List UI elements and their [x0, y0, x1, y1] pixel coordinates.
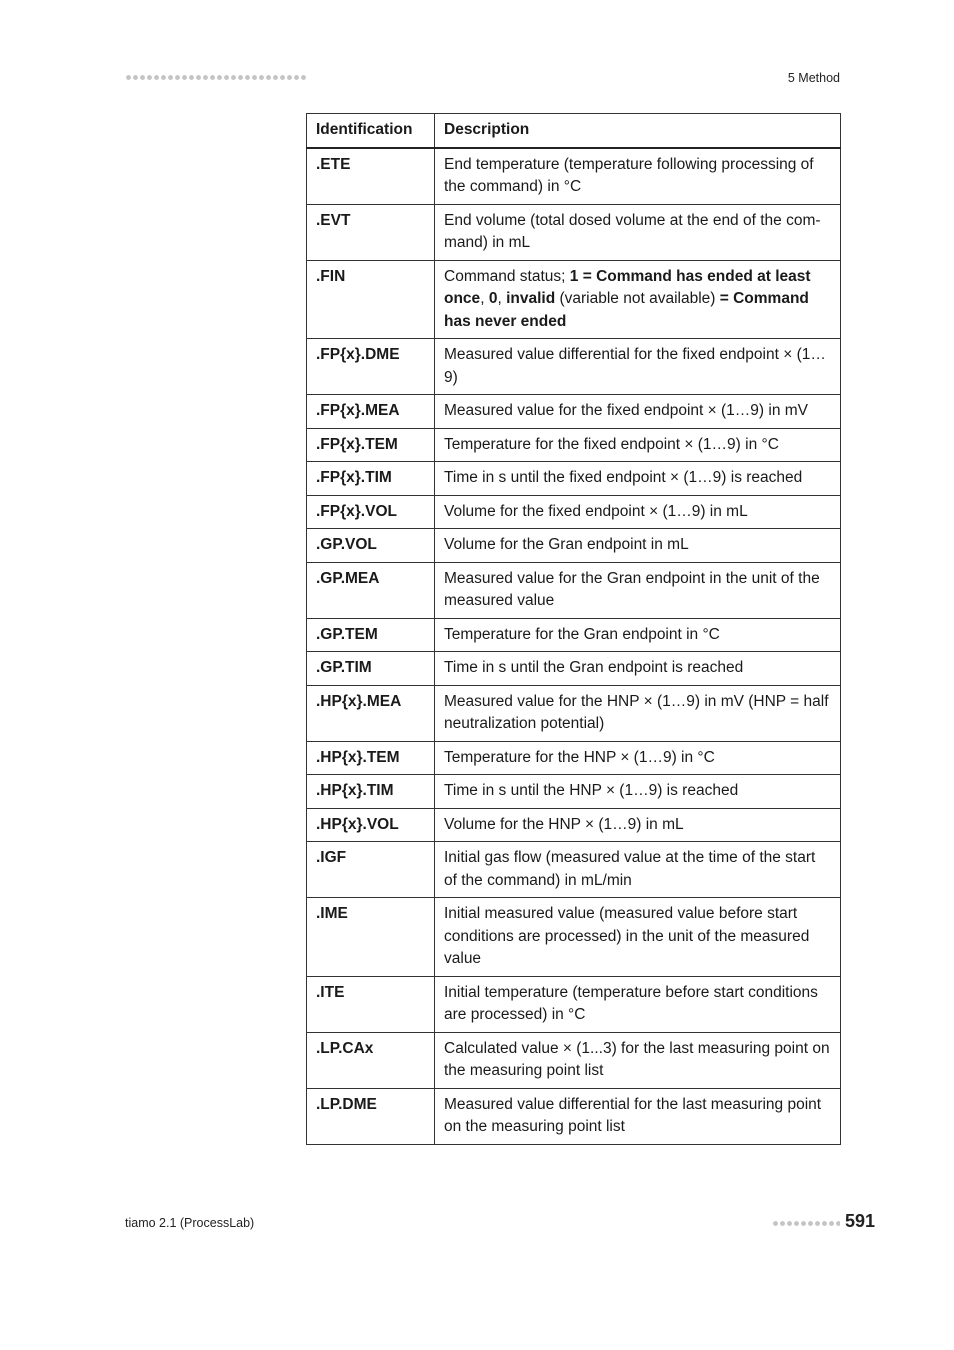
footer-product: tiamo 2.1 (ProcessLab) — [125, 1216, 255, 1230]
description-text: Initial gas flow (measured value at the time of the start of the command) in mL/min — [444, 849, 816, 889]
identification-cell: .HP{x}.TIM — [307, 775, 435, 809]
description-cell — [435, 204, 841, 260]
description-text: End temperature (temperature following processing of the command) in °C — [444, 155, 814, 195]
column-header-description: Description — [435, 114, 841, 148]
table-row — [307, 395, 841, 429]
identification-cell: .GP.MEA — [307, 562, 435, 618]
description-cell — [435, 462, 841, 496]
identification-cell: .GP.VOL — [307, 529, 435, 563]
description-cell — [435, 428, 841, 462]
description-cell — [435, 808, 841, 842]
identification-cell: .ETE — [307, 148, 435, 205]
description-text: Volume for the HNP × (1…9) in mL — [444, 815, 684, 833]
table-body — [307, 148, 841, 1145]
identification-cell: .FP{x}.TEM — [307, 428, 435, 462]
page-number: 591 — [845, 1211, 876, 1231]
description-text: Initial temperature (temperature before start conditions are processed) in °C — [444, 983, 818, 1023]
description-cell — [435, 618, 841, 652]
description-cell — [435, 339, 841, 395]
description-cell — [435, 976, 841, 1032]
identification-table — [306, 113, 841, 1145]
description-text: Measured value for the HNP × (1…9) in mV (HNP = half neutralization potential) — [444, 692, 829, 732]
identification-cell: .EVT — [307, 204, 435, 260]
identification-cell: .HP{x}.TEM — [307, 741, 435, 775]
description-text: Measured value differential for the fixed endpoint × (1…9) — [444, 346, 826, 386]
header-section-title: 5 Method — [787, 71, 840, 85]
table-row — [307, 428, 841, 462]
description-bold-text: 1 = Command has ended at least once — [444, 267, 811, 307]
description-cell — [435, 529, 841, 563]
identification-cell: .FP{x}.TIM — [307, 462, 435, 496]
table-row — [307, 495, 841, 529]
description-text: Measured value for the Gran endpoint in the unit of the measured value — [444, 569, 820, 609]
table-row — [307, 1088, 841, 1144]
column-header-identification: Identification — [307, 114, 435, 148]
table-row — [307, 976, 841, 1032]
description-text: Calculated value × (1...3) for the last measuring point on the measuring point list — [444, 1039, 830, 1079]
description-cell — [435, 562, 841, 618]
table-row — [307, 148, 841, 205]
identification-cell: .FIN — [307, 260, 435, 339]
table-row — [307, 775, 841, 809]
description-bold-text: invalid — [506, 290, 556, 307]
table-row — [307, 260, 841, 339]
description-text: Initial measured value (measured value before start conditions are processed) in the unit of the measured value — [444, 905, 810, 967]
table-row — [307, 652, 841, 686]
identification-cell: .GP.TIM — [307, 652, 435, 686]
identification-cell: .FP{x}.MEA — [307, 395, 435, 429]
description-text: Time in s until the Gran endpoint is reached — [444, 659, 744, 676]
table-row — [307, 898, 841, 977]
table-row — [307, 529, 841, 563]
description-cell — [435, 495, 841, 529]
description-bold-text: = Command has never ended — [444, 290, 809, 330]
table-row — [307, 685, 841, 741]
description-text: Measured value differential for the last measuring point on the measuring point list — [444, 1095, 822, 1135]
table-row — [307, 462, 841, 496]
description-cell — [435, 1032, 841, 1088]
description-text: (variable not available) — [555, 290, 720, 307]
identification-cell: .FP{x}.DME — [307, 339, 435, 395]
description-cell — [435, 741, 841, 775]
description-cell — [435, 395, 841, 429]
table-row — [307, 562, 841, 618]
description-text: Command status; — [444, 267, 570, 285]
identification-cell: .HP{x}.VOL — [307, 808, 435, 842]
description-cell — [435, 1088, 841, 1144]
identification-cell: .FP{x}.VOL — [307, 495, 435, 529]
identification-cell: .IGF — [307, 842, 435, 898]
table-header-row — [307, 114, 841, 148]
header-dot-bar — [125, 73, 307, 81]
identification-cell: .GP.TEM — [307, 618, 435, 652]
identification-cell: .HP{x}.MEA — [307, 685, 435, 741]
identification-cell: .LP.DME — [307, 1088, 435, 1144]
description-text: Measured value for the fixed endpoint × (1…9) in mV — [444, 402, 809, 419]
description-text: Temperature for the fixed endpoint × (1…9) in °C — [444, 435, 779, 453]
table-row — [307, 741, 841, 775]
table-row — [307, 618, 841, 652]
identification-cell: .ITE — [307, 976, 435, 1032]
description-text: Volume for the fixed endpoint × (1…9) in mL — [444, 502, 748, 520]
description-text: Volume for the Gran endpoint in mL — [444, 536, 689, 553]
description-cell — [435, 148, 841, 205]
description-text: Temperature for the Gran endpoint in °C — [444, 625, 720, 643]
table-row — [307, 808, 841, 842]
description-bold-text: 0 — [488, 290, 498, 307]
description-cell — [435, 260, 841, 339]
description-text: Temperature for the HNP × (1…9) in °C — [444, 748, 715, 766]
description-text: End volume (total dosed volume at the end of the com- mand) in mL — [444, 211, 821, 251]
description-cell — [435, 898, 841, 977]
description-cell — [435, 842, 841, 898]
description-cell — [435, 685, 841, 741]
identification-cell: .IME — [307, 898, 435, 977]
table-row — [307, 339, 841, 395]
identification-cell: .LP.CAx — [307, 1032, 435, 1088]
description-text: Time in s until the HNP × (1…9) is reached — [444, 782, 739, 799]
table-row — [307, 842, 841, 898]
footer-dot-bar — [772, 1219, 840, 1227]
description-text: Time in s until the fixed endpoint × (1…9) is reached — [444, 469, 803, 486]
table-row — [307, 204, 841, 260]
description-cell — [435, 652, 841, 686]
table-row — [307, 1032, 841, 1088]
description-text: , — [497, 290, 507, 307]
description-text: , — [480, 290, 489, 307]
description-cell — [435, 775, 841, 809]
